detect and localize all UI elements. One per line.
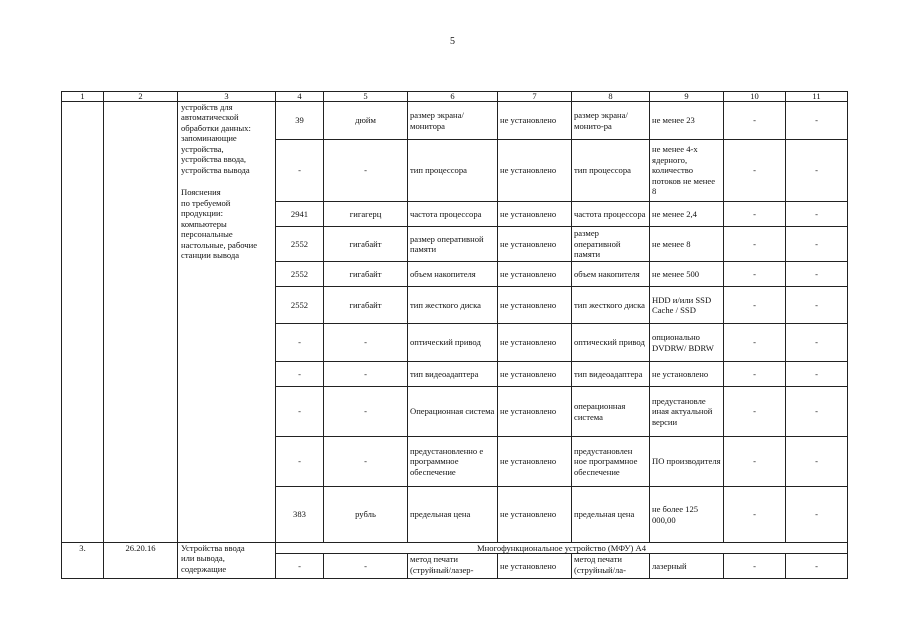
column-number: 10 <box>724 92 786 102</box>
cell-value: не установлено <box>498 324 572 362</box>
cell-okpd: 26.20.16 <box>104 543 178 579</box>
cell-col10: - <box>724 362 786 387</box>
requirements-table <box>61 91 848 579</box>
cell-characteristic: размер экрана/монитора <box>408 102 498 140</box>
cell-code: - <box>276 362 324 387</box>
cell-code: - <box>276 437 324 487</box>
cell-characteristic: оптический привод <box>572 324 650 362</box>
cell-okpd <box>104 102 178 543</box>
cell-value: не установлено <box>498 487 572 543</box>
cell-characteristic: объем накопителя <box>408 262 498 287</box>
cell-characteristic: тип жесткого диска <box>408 287 498 324</box>
cell-col11: - <box>786 324 848 362</box>
cell-col11: - <box>786 227 848 262</box>
cell-characteristic: размер экрана/монито-ра <box>572 102 650 140</box>
cell-unit: гигабайт <box>324 262 408 287</box>
cell-value: не установлено <box>498 227 572 262</box>
cell-unit: - <box>324 140 408 202</box>
cell-characteristic: Операционная система <box>408 387 498 437</box>
cell-unit: - <box>324 324 408 362</box>
cell-value: ПО производителя <box>650 437 724 487</box>
cell-unit: гигабайт <box>324 287 408 324</box>
cell-col11: - <box>786 387 848 437</box>
cell-product-name: Устройства ввода или вывода, содержащие <box>178 543 276 579</box>
column-number: 9 <box>650 92 724 102</box>
cell-characteristic: предельная цена <box>572 487 650 543</box>
cell-value: не установлено <box>498 102 572 140</box>
cell-code: - <box>276 140 324 202</box>
cell-col11: - <box>786 362 848 387</box>
product-group-title: Многофункциональное устройство (МФУ) А4 <box>276 543 848 554</box>
cell-col11: - <box>786 437 848 487</box>
cell-col11: - <box>786 102 848 140</box>
column-number: 11 <box>786 92 848 102</box>
cell-col10: - <box>724 554 786 579</box>
cell-unit: дюйм <box>324 102 408 140</box>
cell-value: не установлено <box>498 140 572 202</box>
cell-col10: - <box>724 262 786 287</box>
cell-code: 2552 <box>276 287 324 324</box>
cell-characteristic: метод печати (струйный/ла- <box>572 554 650 579</box>
cell-col11: - <box>786 554 848 579</box>
cell-value: не менее 8 <box>650 227 724 262</box>
cell-characteristic: размер оперативной памяти <box>408 227 498 262</box>
cell-unit: - <box>324 437 408 487</box>
cell-characteristic: размер оперативной памяти <box>572 227 650 262</box>
cell-code: 2552 <box>276 262 324 287</box>
cell-characteristic: тип жесткого диска <box>572 287 650 324</box>
page-number: 5 <box>450 36 455 47</box>
product-name-text: устройств для автоматической обработки данных: запоминающие устройства, устройства ввода, устройства вывода <box>181 102 251 175</box>
cell-value: не менее 2,4 <box>650 202 724 227</box>
cell-col11: - <box>786 287 848 324</box>
column-number: 3 <box>178 92 276 102</box>
cell-characteristic: тип процессора <box>408 140 498 202</box>
cell-characteristic: частота процессора <box>572 202 650 227</box>
cell-col11: - <box>786 140 848 202</box>
cell-col10: - <box>724 437 786 487</box>
cell-col11: - <box>786 202 848 227</box>
cell-value: не установлено <box>498 262 572 287</box>
cell-unit: - <box>324 554 408 579</box>
cell-col10: - <box>724 140 786 202</box>
cell-value: не менее 4-х ядерного, количество потоков не менее 8 <box>650 140 724 202</box>
table-row <box>62 543 848 554</box>
column-number: 1 <box>62 92 104 102</box>
column-number: 8 <box>572 92 650 102</box>
column-number: 2 <box>104 92 178 102</box>
column-number: 7 <box>498 92 572 102</box>
cell-value: опционально DVDRW/ BDRW <box>650 324 724 362</box>
column-number: 6 <box>408 92 498 102</box>
cell-code: 39 <box>276 102 324 140</box>
cell-value: не установлено <box>498 437 572 487</box>
cell-code: - <box>276 387 324 437</box>
cell-value: лазерный <box>650 554 724 579</box>
cell-col11: - <box>786 487 848 543</box>
cell-value: не установлено <box>498 554 572 579</box>
product-note-text: Пояснения по требуемой продукции: компьютеры персональные настольные, рабочие станции вывода <box>181 187 258 261</box>
cell-unit: гигабайт <box>324 227 408 262</box>
column-number-row <box>62 92 848 102</box>
cell-col10: - <box>724 202 786 227</box>
cell-product-name <box>178 102 276 543</box>
cell-value: не более 125 000,00 <box>650 487 724 543</box>
table-row <box>62 102 848 140</box>
cell-characteristic: операционная система <box>572 387 650 437</box>
cell-value: не установлено <box>498 287 572 324</box>
cell-col10: - <box>724 102 786 140</box>
cell-col10: - <box>724 227 786 262</box>
cell-col10: - <box>724 287 786 324</box>
cell-characteristic: тип видеоадаптера <box>572 362 650 387</box>
cell-value: не установлено <box>498 362 572 387</box>
column-number: 4 <box>276 92 324 102</box>
cell-characteristic: метод печати (струйный/лазер- <box>408 554 498 579</box>
cell-characteristic: объем накопителя <box>572 262 650 287</box>
cell-col10: - <box>724 487 786 543</box>
cell-value: не установлено <box>498 387 572 437</box>
cell-code: 383 <box>276 487 324 543</box>
column-number: 5 <box>324 92 408 102</box>
cell-col10: - <box>724 324 786 362</box>
cell-unit: гигагерц <box>324 202 408 227</box>
cell-col11: - <box>786 262 848 287</box>
cell-characteristic: предельная цена <box>408 487 498 543</box>
cell-characteristic: тип видеоадаптера <box>408 362 498 387</box>
cell-value: предустановле иная актуальной версии <box>650 387 724 437</box>
cell-characteristic: оптический привод <box>408 324 498 362</box>
cell-characteristic: частота процессора <box>408 202 498 227</box>
cell-code: - <box>276 554 324 579</box>
cell-unit: - <box>324 387 408 437</box>
cell-unit: рубль <box>324 487 408 543</box>
cell-code: 2552 <box>276 227 324 262</box>
cell-value: не менее 23 <box>650 102 724 140</box>
cell-value: не менее 500 <box>650 262 724 287</box>
cell-code: - <box>276 324 324 362</box>
cell-value: не установлено <box>650 362 724 387</box>
cell-value: HDD и/или SSD Cache / SSD <box>650 287 724 324</box>
cell-number: 3. <box>62 543 104 579</box>
cell-code: 2941 <box>276 202 324 227</box>
cell-number <box>62 102 104 543</box>
cell-unit: - <box>324 362 408 387</box>
cell-characteristic: предустановленно е программное обеспечение <box>408 437 498 487</box>
cell-value: не установлено <box>498 202 572 227</box>
cell-characteristic: тип процессора <box>572 140 650 202</box>
cell-characteristic: предустановлен ное программное обеспечение <box>572 437 650 487</box>
cell-col10: - <box>724 387 786 437</box>
